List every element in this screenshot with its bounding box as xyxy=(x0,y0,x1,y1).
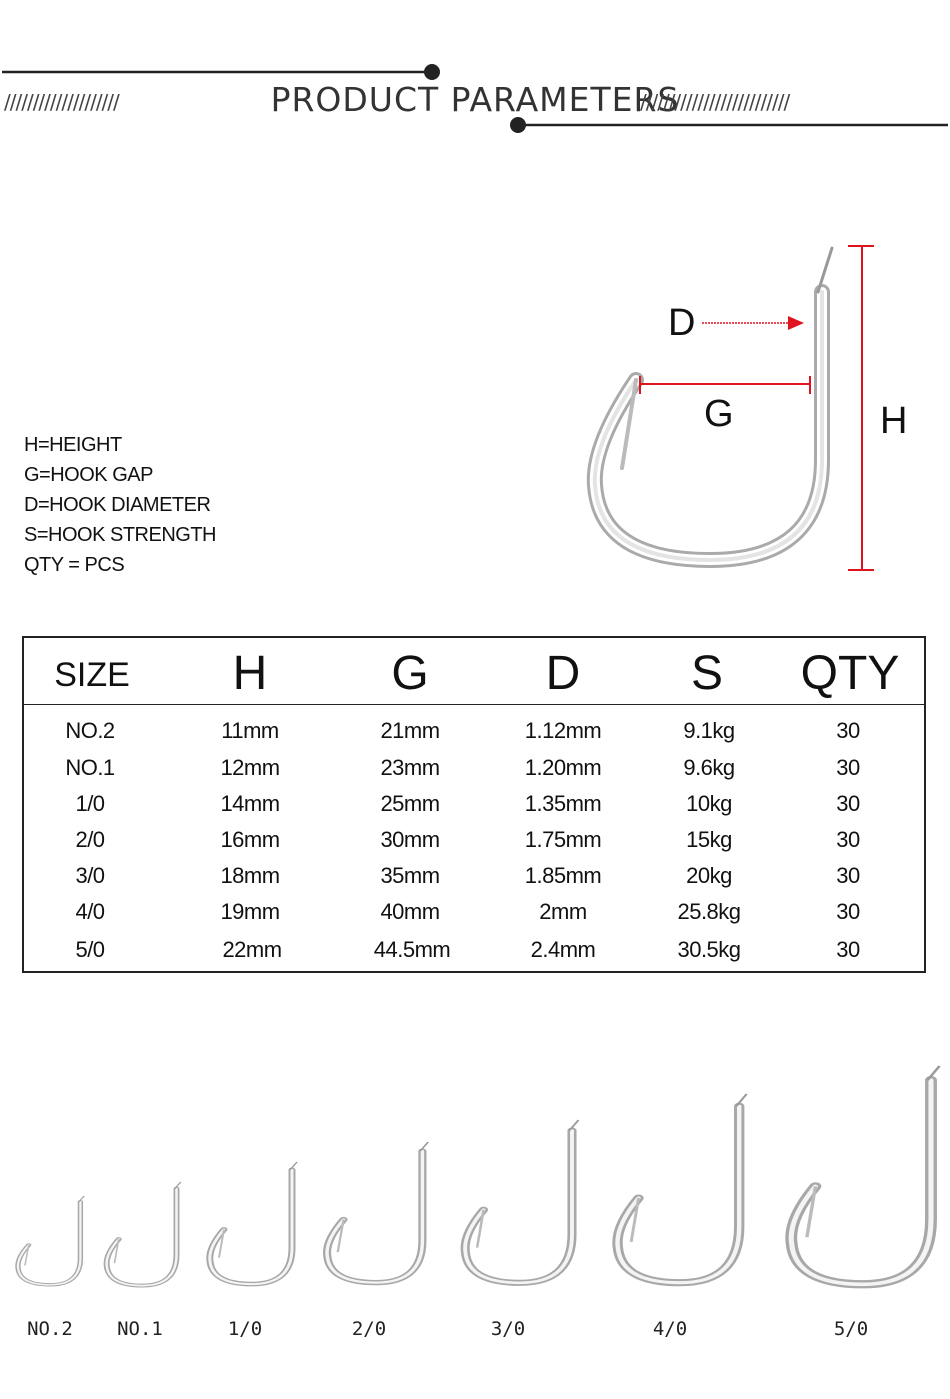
table-header xyxy=(24,638,924,705)
cell-s: 20kg xyxy=(686,863,732,888)
hook-label: 1/0 xyxy=(227,1318,263,1340)
cell-size: 5/0 xyxy=(75,937,105,962)
cell-qty: 30 xyxy=(836,899,860,924)
hook-1-0 xyxy=(210,1162,297,1284)
header-h: H xyxy=(232,647,268,700)
label-d: D xyxy=(668,302,696,344)
table-row xyxy=(24,791,924,827)
hook-label: NO.2 xyxy=(27,1318,73,1340)
hook-size-illustrations xyxy=(0,1060,950,1320)
cell-qty: 30 xyxy=(836,827,860,852)
cell-qty: 30 xyxy=(836,755,860,780)
table-row xyxy=(24,863,924,899)
cell-h: 11mm xyxy=(221,718,279,743)
hook-3-0 xyxy=(465,1120,578,1283)
cell-g: 44.5mm xyxy=(373,937,451,962)
cell-s: 30.5kg xyxy=(677,937,741,962)
hook-label: NO.1 xyxy=(117,1318,163,1340)
cell-s: 25.8kg xyxy=(677,899,741,924)
table-row xyxy=(24,899,924,935)
hook-diagram xyxy=(560,230,940,590)
label-g: G xyxy=(704,393,734,435)
cell-d: 2.4mm xyxy=(530,937,596,962)
cell-s: 15kg xyxy=(686,827,732,852)
legend-height: H=HEIGHT xyxy=(24,434,122,456)
header-decoration xyxy=(0,0,950,150)
hook-label: 5/0 xyxy=(833,1318,869,1340)
cell-size: NO.1 xyxy=(65,755,115,780)
cell-qty: 30 xyxy=(836,791,860,816)
legend-hook-strength: S=HOOK STRENGTH xyxy=(24,524,216,546)
cell-s: 9.1kg xyxy=(683,718,735,743)
table-row xyxy=(24,827,924,863)
cell-size: 4/0 xyxy=(75,899,105,924)
legend-hook-gap: G=HOOK GAP xyxy=(24,464,153,486)
header-qty: QTY xyxy=(800,647,900,700)
cell-g: 40mm xyxy=(380,899,440,924)
hook-no1 xyxy=(107,1182,181,1286)
cell-qty: 30 xyxy=(836,718,860,743)
cell-h: 18mm xyxy=(220,863,280,888)
hook-4-0 xyxy=(618,1094,747,1283)
cell-d: 1.12mm xyxy=(524,718,602,743)
cell-g: 30mm xyxy=(380,827,440,852)
cell-s: 9.6kg xyxy=(683,755,735,780)
slash-decoration-right: ////////////////////////// xyxy=(640,90,790,114)
section-header xyxy=(0,0,950,150)
header-g: G xyxy=(391,647,429,700)
header-d: D xyxy=(545,647,581,700)
legend xyxy=(24,430,216,580)
cell-d: 2mm xyxy=(539,899,587,924)
cell-h: 22mm xyxy=(222,937,282,962)
cell-h: 12mm xyxy=(220,755,280,780)
cell-size: 2/0 xyxy=(75,827,105,852)
legend-hook-diameter: D=HOOK DIAMETER xyxy=(24,494,211,516)
table-row xyxy=(24,718,924,754)
cell-size: 1/0 xyxy=(75,791,105,816)
cell-size: 3/0 xyxy=(75,863,105,888)
header-s: S xyxy=(690,647,724,700)
cell-qty: 30 xyxy=(836,937,860,962)
legend-qty: QTY = PCS xyxy=(24,554,125,576)
slash-decoration-left: //////////////////// xyxy=(4,90,119,114)
cell-d: 1.75mm xyxy=(524,827,602,852)
label-h: H xyxy=(880,400,908,442)
parameters-table xyxy=(22,636,926,973)
hook-label: 4/0 xyxy=(652,1318,688,1340)
cell-h: 16mm xyxy=(220,827,280,852)
cell-h: 14mm xyxy=(220,791,280,816)
cell-d: 1.35mm xyxy=(524,791,602,816)
cell-qty: 30 xyxy=(836,863,860,888)
hook-no2 xyxy=(18,1196,84,1285)
hook-label: 3/0 xyxy=(490,1318,526,1340)
cell-d: 1.20mm xyxy=(524,755,602,780)
cell-h: 19mm xyxy=(220,899,280,924)
cell-d: 1.85mm xyxy=(524,863,602,888)
cell-s: 10kg xyxy=(686,791,732,816)
cell-size: NO.2 xyxy=(65,718,115,743)
table-row xyxy=(24,937,924,973)
hook-2-0 xyxy=(327,1142,428,1283)
cell-g: 21mm xyxy=(380,718,440,743)
page-title: PRODUCT PARAMETERS xyxy=(270,80,680,119)
cell-g: 25mm xyxy=(380,791,440,816)
cell-g: 35mm xyxy=(380,863,440,888)
table-row xyxy=(24,755,924,791)
header-size: SIZE xyxy=(54,656,130,694)
hook-label: 2/0 xyxy=(351,1318,387,1340)
hook-5-0 xyxy=(791,1066,939,1284)
cell-g: 23mm xyxy=(380,755,440,780)
